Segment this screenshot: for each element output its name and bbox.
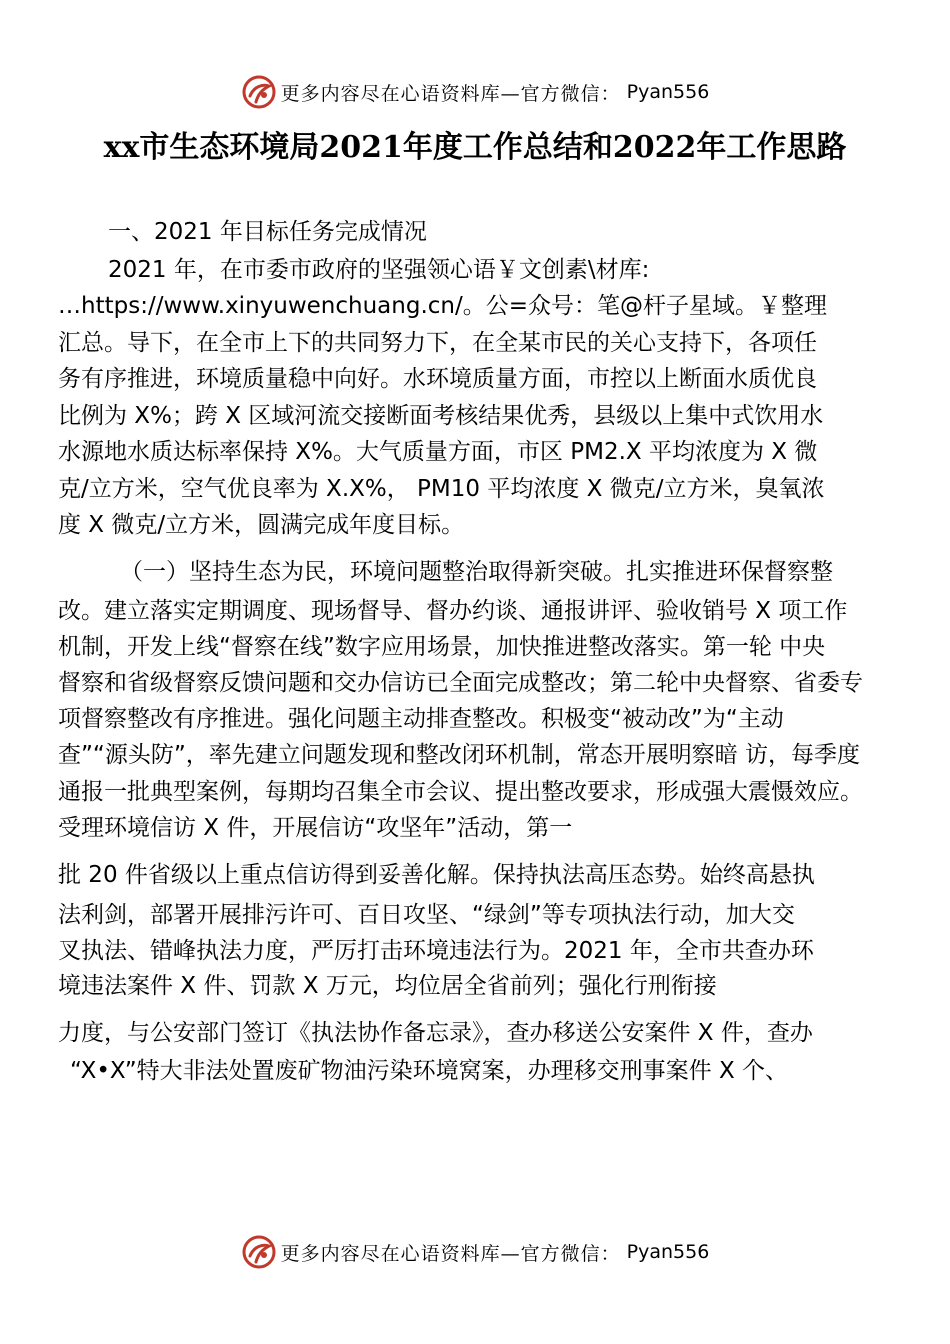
body-line: 查”“源头防”，率先建立问题发现和整改闭环机制，常态开展明察暗 访，每季度 [58,742,861,768]
watermark-header [0,72,950,112]
watermark-text: 更多内容尽在心语资料库—官方微信： [280,1242,621,1265]
body-line: 克/立方米，空气优良率为 X.X%， PM10 平均浓度 X 微克/立方米，臭氧浓 [58,476,825,502]
body-line: 批 20 件省级以上重点信访得到妥善化解。保持执法高压态势。始终高悬执 [58,862,815,888]
section-heading: 一、2021 年目标任务完成情况 [108,219,427,245]
body-line: 2021 年，在市委市政府的坚强领心语￥文创素\材库: [108,257,650,283]
body-line: 法利剑，部署开展排污许可、百日攻坚、“绿剑”等专项执法行动，加大交 [58,902,795,928]
body-line: “X•X”特大非法处置废矿物油污染环境窝案，办理移交刑事案件 X 个、 [70,1058,789,1084]
body-line: 叉执法、错峰执法力度，严厉打击环境违法行为。2021 年，全市共查办环 [58,938,814,964]
body-line: 项督察整改有序推进。强化问题主动排查整改。积极变“被动改”为“主动 [58,706,784,732]
body-line: 力度，与公安部门签订《执法协作备忘录》，查办移送公安案件 X 件，查办 [58,1020,813,1046]
body-line: 境违法案件 X 件、罚款 X 万元，均位居全省前列；强化行刑衔接 [58,973,717,999]
body-line: 督察和省级督察反馈问题和交办信访已全面完成整改；第二轮中央督察、省委专 [58,670,863,696]
watermark-handle: Pyan556 [626,1241,710,1263]
body-line: 机制，开发上线“督察在线”数字应用场景，加快推进整改落实。第一轮 中央 [58,634,826,660]
watermark-footer [0,1232,950,1272]
xinyu-logo-icon [241,74,277,110]
body-line: 汇总。导下，在全市上下的共同努力下，在全某市民的关心支持下，各项任 [58,330,817,356]
body-line: 受理环境信访 X 件，开展信访“攻坚年”活动，第一 [58,815,573,841]
watermark-text: 更多内容尽在心语资料库—官方微信： [280,82,621,105]
body-line: 度 X 微克/立方米，圆满完成年度目标。 [58,512,465,538]
body-line: 通报一批典型案例，每期均召集全市会议、提出整改要求，形成强大震慑效应。 [58,779,863,805]
document-title: xx市生态环境局2021年度工作总结和2022年工作思路 [103,130,847,165]
subsection-heading: （一）坚持生态为民，环境问题整治取得新突破。扎实推进环保督察整 [120,559,833,585]
body-line: 比例为 X%；跨 X 区域河流交接断面考核结果优秀，县级以上集中式饮用水 [58,403,824,429]
body-line: 务有序推进，环境质量稳中向好。水环境质量方面，市控以上断面水质优良 [58,366,817,392]
body-line: 改。建立落实定期调度、现场督导、督办约谈、通报讲评、验收销号 X 项工作 [58,598,848,624]
watermark-handle: Pyan556 [626,81,710,103]
body-line: 水源地水质达标率保持 X%。大气质量方面，市区 PM2.X 平均浓度为 X 微 [58,439,818,465]
body-line: …https://www.xinyuwenchuang.cn/。公=众号：笔@杆子星域。￥整理 [58,293,828,319]
xinyu-logo-icon [241,1234,277,1270]
